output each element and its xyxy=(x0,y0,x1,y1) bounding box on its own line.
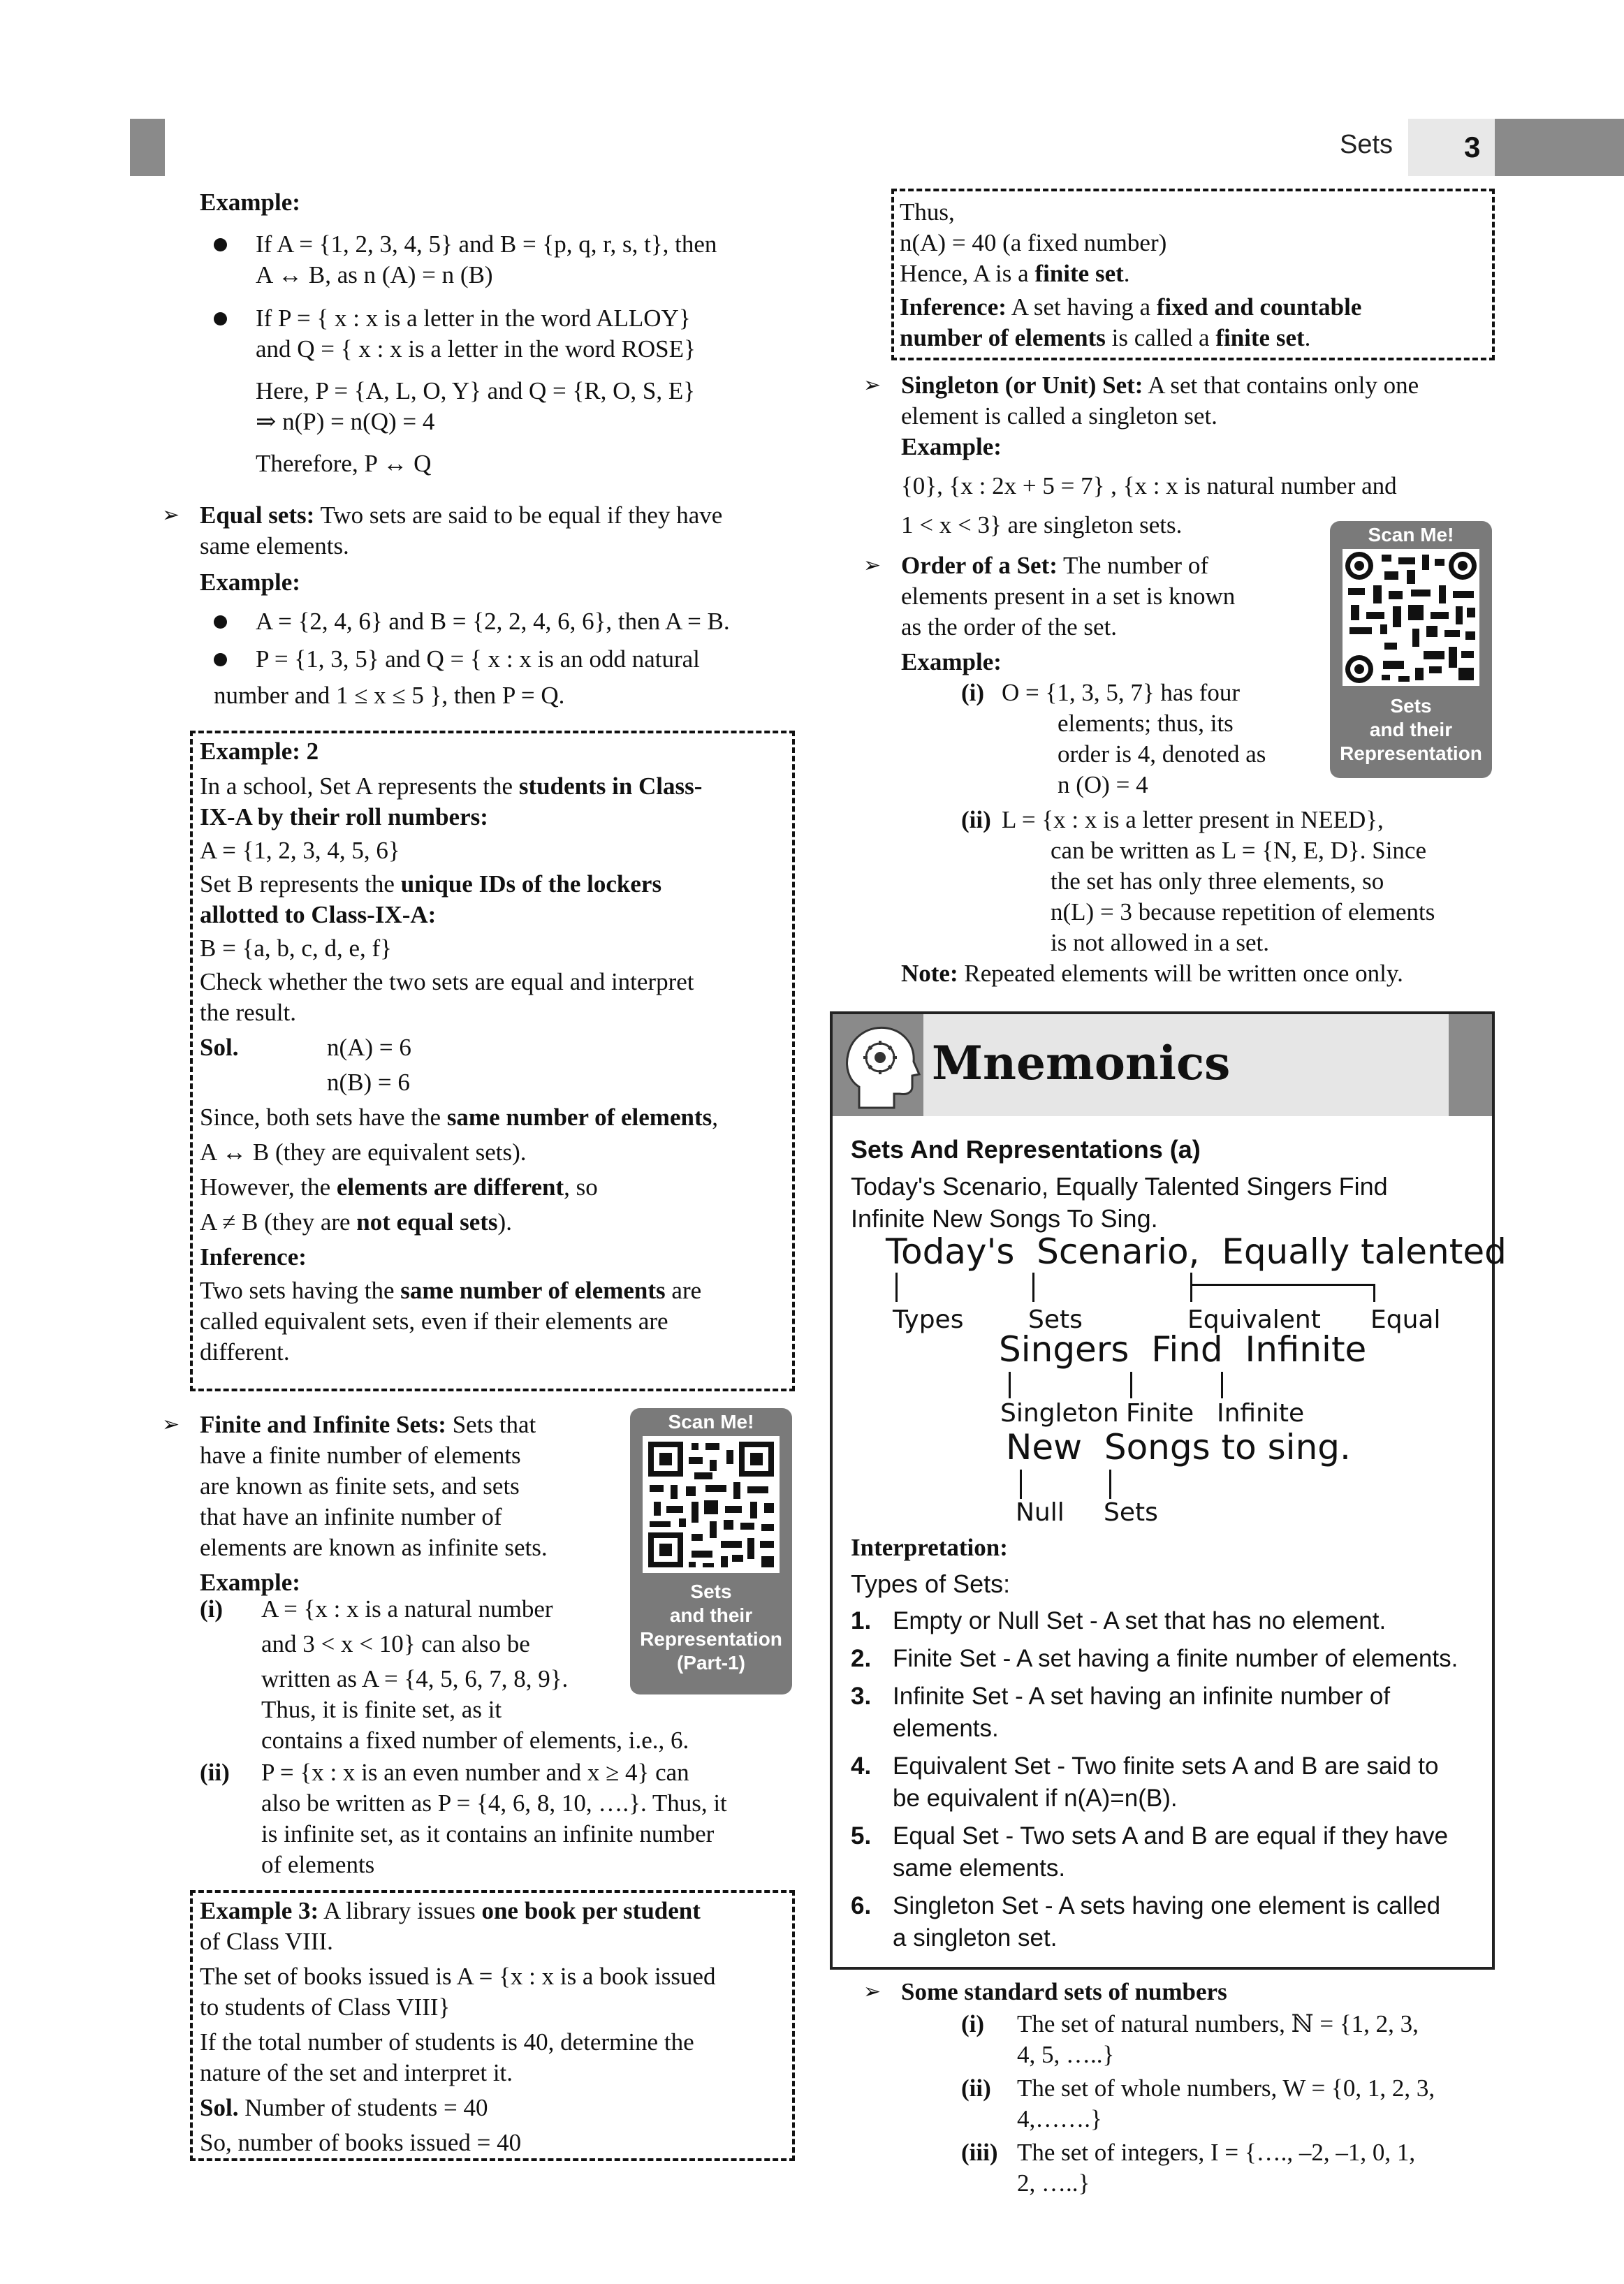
box-text: of Class VIII. xyxy=(200,1928,333,1955)
box-text: Set B represents the xyxy=(200,870,401,898)
list-text: Equal Set - Two sets A and B are equal if they have xyxy=(893,1822,1449,1850)
item-label: (iii) xyxy=(961,2139,998,2166)
diagram-label-infinite: Infinite xyxy=(1217,1399,1305,1428)
list-item xyxy=(851,1820,1479,1884)
box-text: Thus, xyxy=(900,198,955,226)
example-text: contains a fixed number of elements, i.e., 6. xyxy=(261,1727,689,1754)
diagram-row-2: Singers Find Infinite xyxy=(999,1329,1367,1370)
example-text: O = {1, 3, 5, 7} has four xyxy=(1002,679,1241,706)
mnemonics-header-accent xyxy=(1449,1014,1492,1116)
qr-caption: Representation xyxy=(640,1628,782,1650)
box-text-bold: IX-A by their roll numbers: xyxy=(200,803,488,830)
box-text: , so xyxy=(564,1173,598,1201)
box-text: n(A) = 40 (a fixed number) xyxy=(900,229,1167,256)
list-text: Empty or Null Set - A set that has no element. xyxy=(893,1607,1387,1634)
finite-sets-heading: Finite and Infinite Sets: xyxy=(200,1411,446,1438)
example-text: n(L) = 3 because repetition of elements xyxy=(1051,898,1435,925)
example-text: order is 4, denoted as xyxy=(1058,740,1266,768)
standard-sets-heading: Some standard sets of numbers xyxy=(901,1978,1227,2005)
box-text: B = {a, b, c, d, e, f} xyxy=(200,935,392,962)
box-text: A set having a xyxy=(1006,293,1157,321)
box-text: A = {1, 2, 3, 4, 5, 6} xyxy=(200,837,400,864)
finite-sets-text: Sets that xyxy=(446,1411,536,1438)
standard-sets-item xyxy=(863,1977,1495,2007)
qr-caption: and their xyxy=(1369,719,1453,740)
qr-code-icon xyxy=(1343,549,1479,686)
right-header-bar xyxy=(1495,119,1624,176)
list-number: 2. xyxy=(851,1645,872,1672)
scan-me-label: Scan Me! xyxy=(1368,524,1454,546)
list-number: 5. xyxy=(851,1822,872,1850)
box-text: the result. xyxy=(200,999,297,1026)
box-text-bold: unique IDs of the lockers xyxy=(400,870,662,898)
box-text: . xyxy=(1123,260,1130,287)
list-number: 6. xyxy=(851,1892,872,1919)
example-heading: Example: xyxy=(901,648,1002,675)
box-text: Since, both sets have the xyxy=(200,1104,447,1131)
order-example-ii xyxy=(961,805,1499,958)
example-heading: Example: xyxy=(200,189,300,216)
list-number: 1. xyxy=(851,1607,872,1634)
box-text: Two sets having the xyxy=(200,1277,401,1304)
header-page-box xyxy=(1408,119,1495,176)
order-text: The number of xyxy=(1057,552,1208,579)
bullet-dot xyxy=(214,312,227,325)
standard-set-text: 4,…….} xyxy=(1017,2105,1102,2132)
interpretation-label: Interpretation: xyxy=(851,1534,1008,1561)
list-text: Infinite Set - A set having an infinite number of xyxy=(893,1683,1391,1710)
list-item xyxy=(851,1890,1479,1954)
standard-set-text: The set of whole numbers, W = {0, 1, 2, 3, xyxy=(1017,2074,1435,2102)
list-item xyxy=(851,1681,1479,1745)
box-text: In a school, Set A represents the xyxy=(200,773,519,800)
arrow-bullet-icon: ➢ xyxy=(863,1979,882,2004)
box-text-bold: fixed and countable xyxy=(1156,293,1362,321)
bullet-dot xyxy=(214,238,227,251)
example-text: can be written as L = {N, E, D}. Since xyxy=(1051,837,1427,864)
box-text: are xyxy=(665,1277,702,1304)
singleton-text: element is called a singleton set. xyxy=(901,402,1217,430)
qr-caption: Sets xyxy=(690,1581,732,1602)
singleton-heading: Singleton (or Unit) Set: xyxy=(901,372,1143,399)
inference-label: Inference: xyxy=(200,1243,307,1271)
bullet-text: A ↔ B, as n (A) = n (B) xyxy=(256,261,493,288)
example-bullet-1 xyxy=(214,229,793,291)
connector-line xyxy=(1032,1273,1034,1302)
list-item xyxy=(851,1643,1479,1675)
mnemonics-title: Mnemonics xyxy=(932,1036,1231,1090)
bullet-text: Here, P = {A, L, O, Y} and Q = {R, O, S, E} xyxy=(256,377,696,404)
diagram-label-null: Null xyxy=(1016,1498,1065,1527)
connector-line xyxy=(1190,1273,1192,1302)
box-text: Number of students = 40 xyxy=(238,2094,488,2121)
box-text: nature of the set and interpret it. xyxy=(200,2059,513,2086)
bullet-text: If A = {1, 2, 3, 4, 5} and B = {p, q, r, s, t}, then xyxy=(256,230,717,258)
qr-card-representation[interactable] xyxy=(1330,521,1492,778)
inference-label: Inference: xyxy=(900,293,1007,321)
bullet-text: If P = { x : x is a letter in the word ALLOY} xyxy=(256,305,691,332)
diagram-label-singleton: Singleton xyxy=(1000,1399,1119,1428)
note-line xyxy=(901,958,1502,989)
equal-sets-heading: Equal sets: xyxy=(200,502,315,529)
example-text: of elements xyxy=(261,1851,375,1878)
list-text: Singleton Set - A sets having one element is called xyxy=(893,1892,1441,1919)
box-text: So, number of books issued = 40 xyxy=(200,2129,522,2156)
example-text: Thus, it is finite set, as it xyxy=(261,1696,502,1723)
connector-line xyxy=(1373,1284,1375,1302)
list-text: same elements. xyxy=(893,1854,1066,1882)
example-text: A = {x : x is a natural number xyxy=(261,1595,553,1623)
diagram-label-sets: Sets xyxy=(1028,1305,1083,1334)
box-text: , xyxy=(712,1104,718,1131)
bullet-dot xyxy=(214,653,227,666)
qr-caption: and their xyxy=(669,1604,753,1626)
qr-card-part-1[interactable] xyxy=(630,1408,792,1694)
phrase-line: Today's Scenario, Equally Talented Singers Find xyxy=(851,1172,1388,1201)
box-text: A library issues xyxy=(319,1897,482,1924)
note-text: Repeated elements will be written once only. xyxy=(958,960,1403,987)
standard-set-ii xyxy=(961,2073,1499,2135)
equal-sets-text: Two sets are said to be equal if they have xyxy=(314,502,723,529)
mnemonics-phrase xyxy=(851,1171,1479,1235)
finite-sets-text: are known as finite sets, and sets xyxy=(200,1472,520,1500)
bullet-text: number and 1 ≤ x ≤ 5 }, then P = Q. xyxy=(214,682,565,709)
box-text-bold: finite set xyxy=(1034,260,1124,287)
item-label: (ii) xyxy=(961,2074,991,2102)
example-text: elements; thus, its xyxy=(1058,710,1234,737)
diagram-label-equivalent: Equivalent xyxy=(1187,1305,1321,1334)
standard-set-iii xyxy=(961,2137,1499,2199)
scan-me-label: Scan Me! xyxy=(668,1411,754,1433)
diagram-label-sets-2: Sets xyxy=(1104,1498,1158,1527)
equal-sets-text: same elements. xyxy=(200,532,349,559)
standard-set-text: The set of integers, I = {…., –2, –1, 0, 1, xyxy=(1017,2139,1416,2166)
list-text: Finite Set - A set having a finite number of elements. xyxy=(893,1645,1458,1672)
list-number: 4. xyxy=(851,1752,872,1780)
box-text: If the total number of students is 40, determine the xyxy=(200,2028,694,2056)
example-heading: Example: xyxy=(200,569,300,596)
example-3-content xyxy=(200,1896,777,2158)
standard-set-text: 4, 5, …..} xyxy=(1017,2041,1115,2068)
box-text-bold: elements are different xyxy=(336,1173,564,1201)
connector-line xyxy=(1009,1372,1011,1398)
header-section-title: Sets xyxy=(1340,130,1393,159)
qr-code-icon xyxy=(643,1436,780,1573)
box-text: A ↔ B (they are equivalent sets). xyxy=(200,1139,527,1166)
item-label: (ii) xyxy=(200,1759,230,1786)
equal-bullet-2 xyxy=(214,644,793,711)
order-text: elements present in a set is known xyxy=(901,583,1236,610)
singleton-text: A set that contains only one xyxy=(1143,372,1419,399)
finite-sets-text: have a finite number of elements xyxy=(200,1442,521,1469)
connector-line xyxy=(1130,1372,1132,1398)
box-text-bold: same number of elements xyxy=(446,1104,712,1131)
connector-line xyxy=(1020,1470,1022,1499)
bullet-text: A = {2, 4, 6} and B = {2, 2, 4, 6, 6}, then A = B. xyxy=(256,608,730,635)
connector-line xyxy=(1221,1372,1223,1398)
box-text: n(B) = 6 xyxy=(327,1069,410,1096)
diagram-row-1: Today's Scenario, Equally talented xyxy=(886,1231,1507,1272)
continuation-content xyxy=(900,197,1479,353)
example-text: P = {x : x is an even number and x ≥ 4} can xyxy=(261,1759,689,1786)
order-of-set-item xyxy=(863,550,1310,678)
example-text: and 3 < x < 10} can also be xyxy=(261,1630,530,1657)
box-text: Hence, A is a xyxy=(900,260,1035,287)
example-text: is not allowed in a set. xyxy=(1051,929,1270,956)
box-text: However, the xyxy=(200,1173,337,1201)
standard-set-text: 2, …..} xyxy=(1017,2169,1090,2197)
bullet-text: ⇒ n(P) = n(Q) = 4 xyxy=(256,408,435,435)
arrow-bullet-icon: ➢ xyxy=(863,373,882,397)
box-text: A ≠ B (they are xyxy=(200,1208,357,1236)
box-text-bold: number of elements xyxy=(900,324,1106,351)
left-header-bar xyxy=(130,119,165,176)
box-text: to students of Class VIII} xyxy=(200,1993,451,2021)
list-text: Equivalent Set - Two finite sets A and B are said to xyxy=(893,1752,1439,1780)
diagram-label-equal: Equal xyxy=(1370,1305,1441,1334)
qr-caption: (Part-1) xyxy=(676,1652,745,1674)
order-text: as the order of the set. xyxy=(901,613,1118,640)
diagram-label-types: Types xyxy=(893,1305,964,1334)
example-2-content xyxy=(200,736,775,1368)
box-text: called equivalent sets, even if their elements are xyxy=(200,1308,668,1335)
box-text-bold: same number of elements xyxy=(400,1277,666,1304)
item-label: (i) xyxy=(961,679,985,706)
finite-infinite-item xyxy=(162,1410,623,1598)
box-text-bold: one book per student xyxy=(481,1897,701,1924)
box-text: n(A) = 6 xyxy=(327,1034,411,1061)
box-text-bold: students in Class- xyxy=(518,773,703,800)
example-text: written as A = {4, 5, 6, 7, 8, 9}. xyxy=(261,1665,569,1692)
box-text: . xyxy=(1304,324,1311,351)
example-text: also be written as P = {4, 6, 8, 10, ….}. Thus, it xyxy=(261,1789,727,1817)
list-item xyxy=(851,1605,1479,1637)
mnemonics-list xyxy=(851,1605,1479,1954)
list-item xyxy=(851,1750,1479,1815)
solution-label: Sol. xyxy=(200,1034,239,1061)
brain-head-icon xyxy=(838,1017,922,1115)
example-bullet-2 xyxy=(214,303,793,479)
order-heading: Order of a Set: xyxy=(901,552,1058,579)
example-3-title: Example 3: xyxy=(200,1897,319,1924)
example-2-title: Example: 2 xyxy=(200,738,319,765)
box-text: The set of books issued is A = {x : x is a book issued xyxy=(200,1963,716,1990)
list-number: 3. xyxy=(851,1683,872,1710)
box-text-bold: finite set xyxy=(1215,324,1305,351)
standard-set-i xyxy=(961,2009,1499,2070)
diagram-label-finite: Finite xyxy=(1126,1399,1194,1428)
box-text: is called a xyxy=(1105,324,1216,351)
box-text: ). xyxy=(497,1208,512,1236)
example-heading: Example: xyxy=(200,1569,300,1596)
box-text: Check whether the two sets are equal and interpret xyxy=(200,968,694,995)
singleton-text: 1 < x < 3} are singleton sets. xyxy=(901,511,1183,539)
item-label: (ii) xyxy=(961,806,991,833)
item-label: (i) xyxy=(200,1595,224,1623)
arrow-bullet-icon: ➢ xyxy=(162,1412,180,1437)
box-text-bold: allotted to Class-IX-A: xyxy=(200,901,437,928)
bullet-dot xyxy=(214,615,227,629)
example-text: L = {x : x is a letter present in NEED}, xyxy=(1002,806,1384,833)
box-text-bold: not equal sets xyxy=(356,1208,498,1236)
mnemonic-diagram xyxy=(833,1229,1507,1537)
connector-line xyxy=(895,1273,898,1302)
finite-sets-text: that have an infinite number of xyxy=(200,1503,502,1530)
list-text: elements. xyxy=(893,1715,999,1742)
phrase-line: Infinite New Songs To Sing. xyxy=(851,1204,1158,1233)
example-text: is infinite set, as it contains an infinite number xyxy=(261,1820,715,1847)
finite-example-ii xyxy=(200,1757,800,1880)
example-text: n (O) = 4 xyxy=(1058,771,1148,798)
mnemonics-subtitle: Sets And Representations (a) xyxy=(851,1135,1201,1164)
standard-set-text: The set of natural numbers, ℕ = {1, 2, 3, xyxy=(1017,2010,1419,2037)
example-heading: Example: xyxy=(901,433,1002,460)
singleton-item xyxy=(863,370,1495,541)
arrow-bullet-icon: ➢ xyxy=(863,553,882,578)
equal-bullet-1 xyxy=(214,606,793,637)
note-label: Note: xyxy=(901,960,958,987)
example-text: the set has only three elements, so xyxy=(1051,868,1384,895)
bullet-text: P = {1, 3, 5} and Q = { x : x is an odd natural xyxy=(256,645,700,673)
box-text: different. xyxy=(200,1338,290,1366)
diagram-row-3: New Songs to sing. xyxy=(1006,1427,1351,1467)
bullet-text: and Q = { x : x is a letter in the word ROSE} xyxy=(256,335,696,363)
page-number: 3 xyxy=(1464,131,1481,163)
connector-line xyxy=(1190,1284,1375,1286)
singleton-text: {0}, {x : 2x + 5 = 7} , {x : x is natural number and xyxy=(901,472,1397,499)
item-label: (i) xyxy=(961,2010,985,2037)
connector-line xyxy=(1109,1470,1111,1499)
list-text: be equivalent if n(A)=n(B). xyxy=(893,1785,1178,1812)
finite-sets-text: elements are known as infinite sets. xyxy=(200,1534,548,1561)
qr-caption: Sets xyxy=(1390,695,1432,717)
list-text: a singleton set. xyxy=(893,1924,1058,1952)
types-of-sets-line: Types of Sets: xyxy=(851,1569,1011,1598)
equal-sets-item xyxy=(162,500,795,598)
bullet-text: Therefore, P ↔ Q xyxy=(256,450,432,477)
qr-caption: Representation xyxy=(1340,742,1482,764)
solution-label: Sol. xyxy=(200,2094,239,2121)
arrow-bullet-icon: ➢ xyxy=(162,503,180,527)
order-example-i xyxy=(961,678,1310,800)
